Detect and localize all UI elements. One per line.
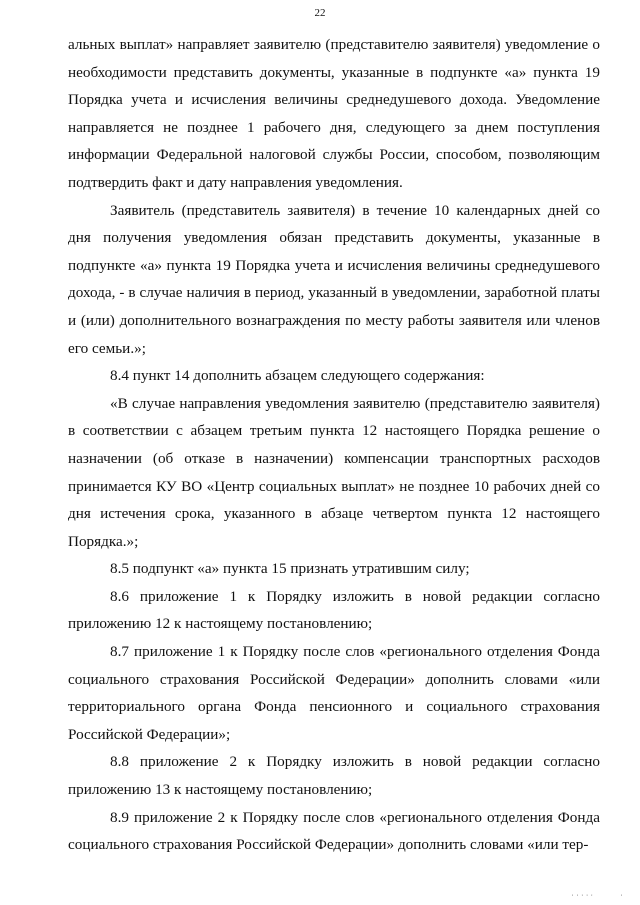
paragraph-item-8-4: 8.4 пункт 14 дополнить абзацем следующего содержания: bbox=[110, 367, 485, 385]
document-body bbox=[68, 31, 600, 859]
paragraph-item-8-6: 8.6 приложение 1 к Порядку изложить в новой редакции согласно приложению 12 к настоящему постановлению; bbox=[68, 587, 600, 633]
paragraph-quoted-addition: «В случае направления уведомления заявителю (представителю заявителя) в соответствии с абзацем третьим пункта 12 настоящего Порядка решение о назначении (об отказе в назначении) компенсации транспортных расходов принимается КУ ВО «Центр социальных выплат» не позднее 10 рабочих дней со дня истечения срока, указанного в абзаце четвертом пункта 12 настоящего Порядка.»; bbox=[68, 394, 600, 550]
paragraph-item-8-5: 8.5 подпункт «а» пункта 15 признать утратившим силу; bbox=[110, 560, 470, 578]
paragraph-item-8-9: 8.9 приложение 2 к Порядку после слов «регионального отделения Фонда социального страхования Российской Федерации» дополнить словами «или тер- bbox=[68, 808, 600, 854]
paragraph-applicant-obligation: Заявитель (представитель заявителя) в течение 10 календарных дней со дня получения уведомления обязан представить документы, указанные в подпункте «а» пункта 19 Порядка учета и исчисления величины среднедушевого дохода, - в случае наличия в период, указанный в уведомлении, заработной платы и (или) дополнительного вознаграждения по месту работы заявителя или членов его семьи.»; bbox=[68, 201, 600, 357]
scan-margin-mark: ' ' ' ' ' bbox=[572, 895, 594, 901]
paragraph-continuation: альных выплат» направляет заявителю (представителю заявителя) уведомление о необходимости представить документы, указанные в подпункте «а» пункта 19 Порядка учета и исчисления величины среднедушевого дохода. Уведомление направляется не позднее 1 рабочего дня, следующего за днем поступления информации Федеральной налоговой службы России, способом, позволяющим подтвердить факт и дату направления уведомления. bbox=[68, 36, 600, 191]
paragraph-item-8-7: 8.7 приложение 1 к Порядку после слов «регионального отделения Фонда социального страхования Российской Федерации» дополнить словами «или территориального органа Фонда пенсионного и социального страхования Российской Федерации»; bbox=[68, 643, 600, 743]
scan-margin-mark-right: ' bbox=[621, 895, 623, 901]
page-number: 22 bbox=[314, 7, 326, 19]
paragraph-item-8-8: 8.8 приложение 2 к Порядку изложить в новой редакции согласно приложению 13 к настоящему постановлению; bbox=[68, 753, 600, 799]
